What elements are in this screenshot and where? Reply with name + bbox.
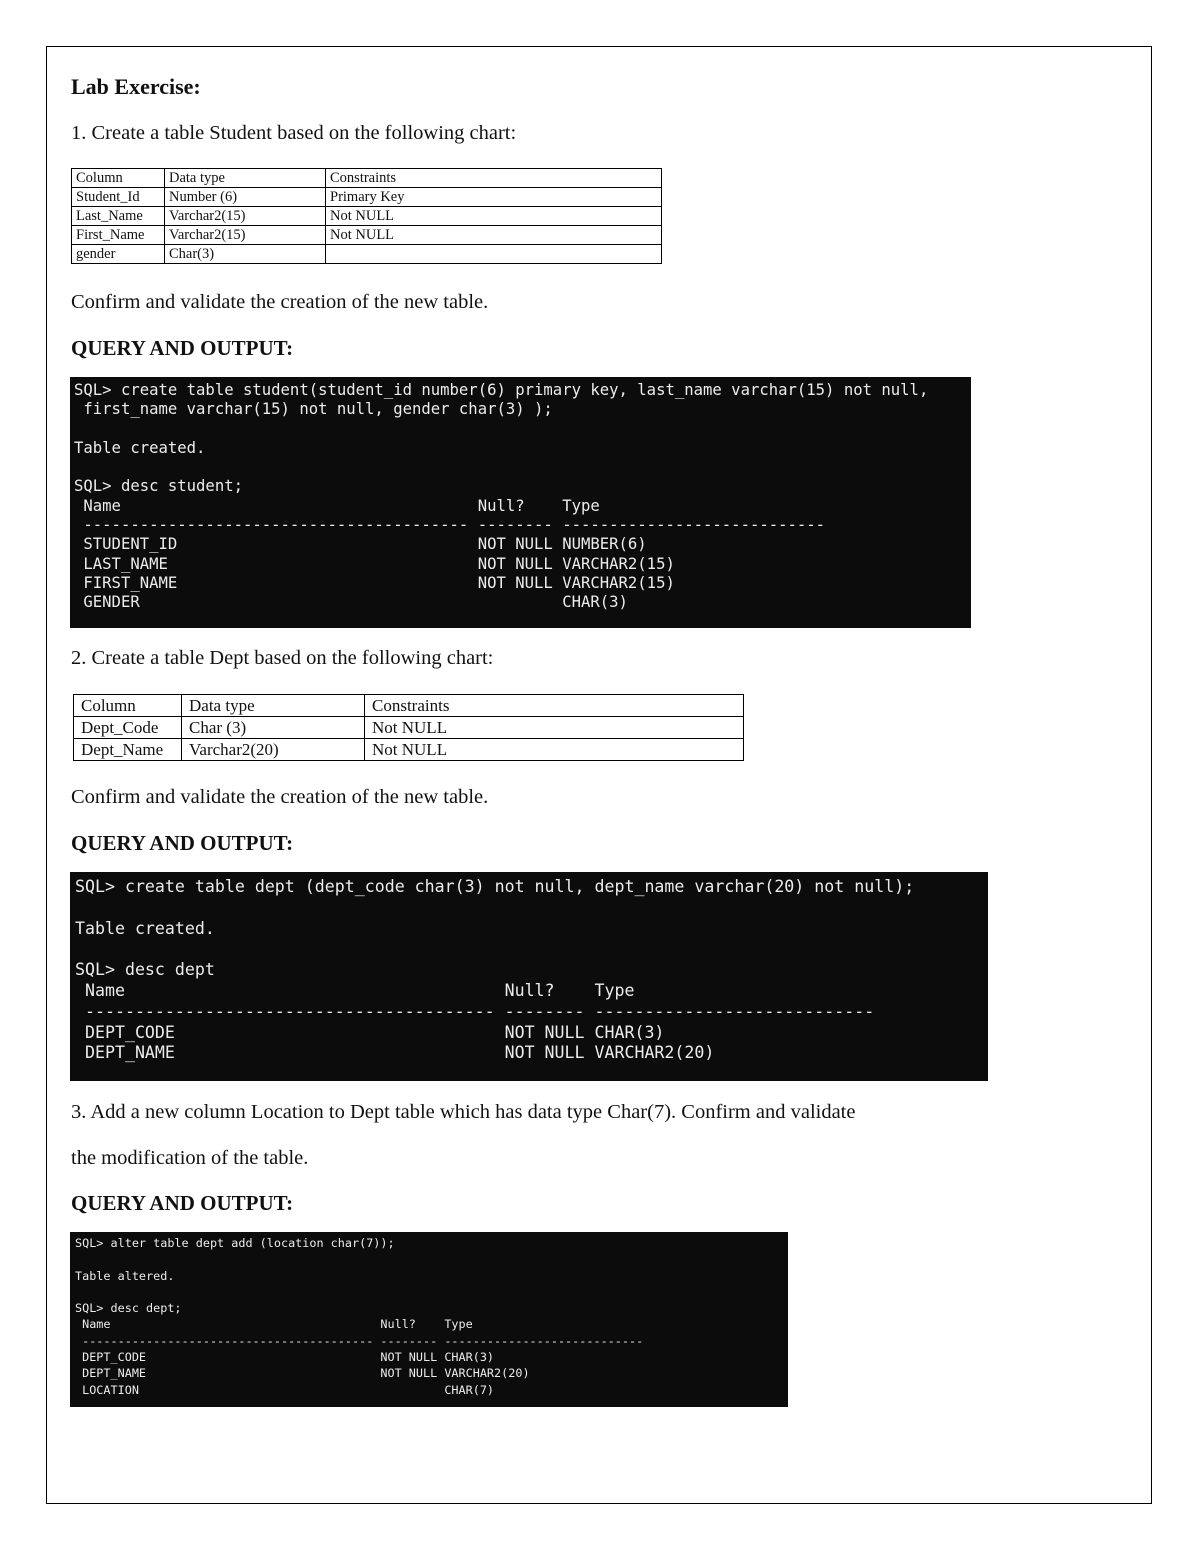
table-cell: Varchar2(15) xyxy=(165,226,326,245)
table-cell: Number (6) xyxy=(165,188,326,207)
table-cell: Char(3) xyxy=(165,245,326,264)
table-row xyxy=(74,717,744,739)
table-header-cell: Data type xyxy=(182,695,365,717)
table-cell: Not NULL xyxy=(326,207,662,226)
table-cell: Not NULL xyxy=(326,226,662,245)
table-header-cell: Constraints xyxy=(326,169,662,188)
table-row xyxy=(72,245,662,264)
table-cell: Not NULL xyxy=(365,739,744,761)
table-row xyxy=(72,188,662,207)
table-row xyxy=(72,207,662,226)
table-header-row xyxy=(74,695,744,717)
table-header-cell: Data type xyxy=(165,169,326,188)
q3-instruction-line1: 3. Add a new column Location to Dept table which has data type Char(7). Confirm and validate xyxy=(71,1101,856,1123)
table-header-cell: Column xyxy=(72,169,165,188)
table-cell: Varchar2(20) xyxy=(182,739,365,761)
terminal-text: SQL> alter table dept add (location char(7)); Table altered. SQL> desc dept; Name Null? Type ----------------------------------------- -------- ---------------------------- DEPT_CODE NOT NULL CHAR(3) DEPT_NAME NOT NULL VARCHAR2(20) LOCATION CHAR(7) xyxy=(75,1236,644,1397)
table-cell: Primary Key xyxy=(326,188,662,207)
table-cell: Not NULL xyxy=(365,717,744,739)
terminal-text: SQL> create table dept (dept_code char(3) not null, dept_name varchar(20) not null); Table created. SQL> desc dept Name Null? Type ----------------------------------------- -------- ---------------------------- DEPT_CODE NOT NULL CHAR(3) DEPT_NAME NOT NULL VARCHAR2(20) xyxy=(75,877,915,1063)
q3-query-heading: QUERY AND OUTPUT: xyxy=(71,1191,294,1215)
q3-instruction-line2: the modification of the table. xyxy=(71,1147,309,1169)
table-header-cell: Column xyxy=(74,695,182,717)
sql-terminal-output-alter xyxy=(70,1232,788,1407)
table-cell: First_Name xyxy=(72,226,165,245)
table-cell: gender xyxy=(72,245,165,264)
table-header-row xyxy=(72,169,662,188)
lab-heading: Lab Exercise: xyxy=(71,74,201,99)
sql-terminal-output-student xyxy=(70,377,971,628)
table-cell: Varchar2(15) xyxy=(165,207,326,226)
table-cell: Student_Id xyxy=(72,188,165,207)
table-row xyxy=(74,739,744,761)
q2-confirm-text: Confirm and validate the creation of the new table. xyxy=(71,786,489,808)
table-cell: Dept_Name xyxy=(74,739,182,761)
student-spec-table xyxy=(71,168,662,264)
table-cell xyxy=(326,245,662,264)
table-cell: Last_Name xyxy=(72,207,165,226)
table-header-cell: Constraints xyxy=(365,695,744,717)
q1-instruction: 1. Create a table Student based on the following chart: xyxy=(71,122,517,144)
dept-spec-table xyxy=(73,694,744,761)
q1-query-heading: QUERY AND OUTPUT: xyxy=(71,336,294,360)
terminal-text: SQL> create table student(student_id number(6) primary key, last_name varchar(15) not null, first_name varchar(15) not null, gender char(3) ); Table created. SQL> desc student; Name Null? Type ----------------------------------------- -------- ---------------------------- STUDENT_ID NOT NULL NUMBER(6) LAST_NAME NOT NULL VARCHAR2(15) FIRST_NAME NOT NULL VARCHAR2(15) GENDER CHAR(3) xyxy=(74,381,929,612)
q1-confirm-text: Confirm and validate the creation of the new table. xyxy=(71,291,489,313)
q2-query-heading: QUERY AND OUTPUT: xyxy=(71,831,294,855)
sql-terminal-output-dept xyxy=(70,872,988,1081)
table-row xyxy=(72,226,662,245)
q2-instruction: 2. Create a table Dept based on the following chart: xyxy=(71,647,494,669)
table-cell: Char (3) xyxy=(182,717,365,739)
table-cell: Dept_Code xyxy=(74,717,182,739)
